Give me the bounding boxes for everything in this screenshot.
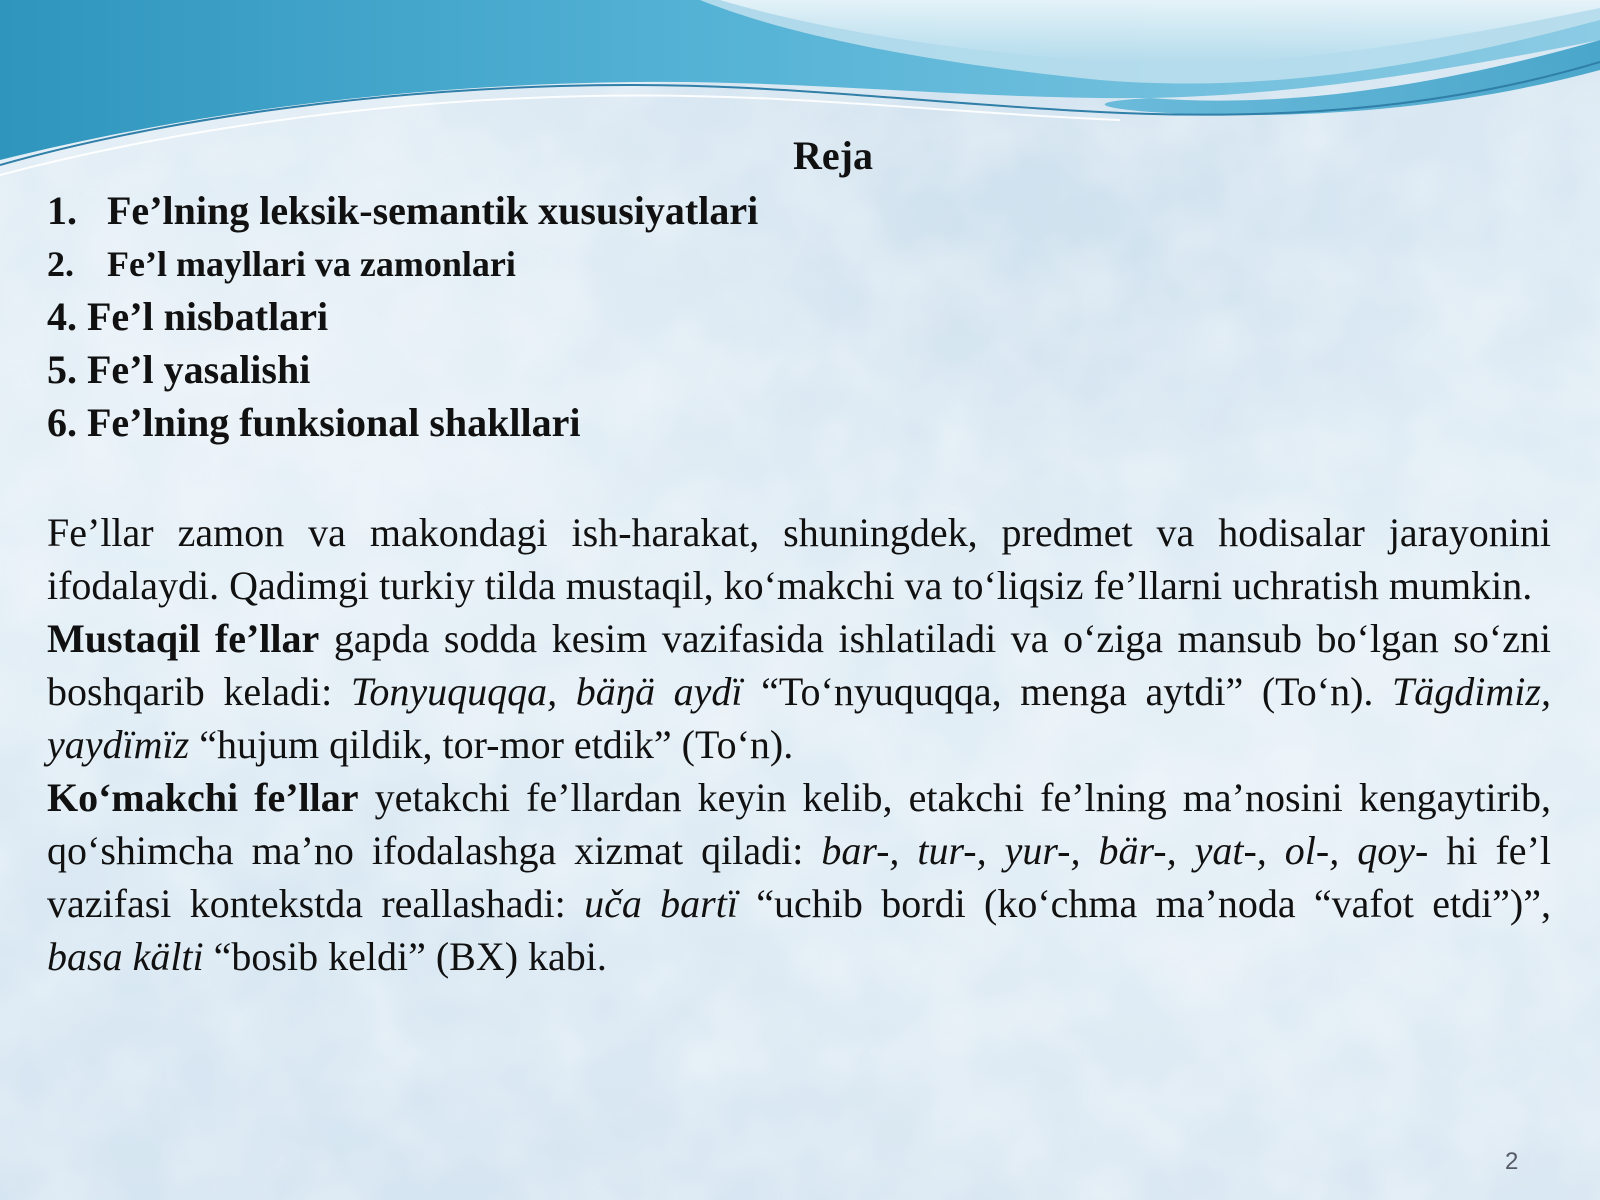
body-text — [47, 506, 1551, 983]
plan-item-number: 6. — [47, 400, 77, 445]
term-auxiliary-verbs: Ko‘makchi fe’llar — [47, 775, 359, 820]
plan-item-number: 2. — [47, 243, 74, 284]
slide-title: Reja — [793, 133, 873, 178]
plan-item — [47, 184, 758, 237]
paragraph-text: “uchib bordi (ko‘chma ma’noda “vafot etdi”)”, — [737, 881, 1552, 926]
paragraph-text: “To‘nyuquqqa, menga aytdi” (To‘n). — [742, 669, 1393, 714]
example-text: Tonyuquqqa, bäŋä aydï — [350, 669, 743, 714]
paragraph-text: gapda sodda kesim vazifasida ishlatiladi va o‘ziga mansub bo‘lgan so‘zni boshqarib keladi: — [47, 616, 1552, 714]
plan-item — [47, 343, 758, 396]
term-independent-verbs: Mustaqil fe’llar — [47, 616, 320, 661]
example-text: uča bartï — [584, 881, 738, 926]
paragraph-text: yetakchi fe’llardan keyin kelib, etakchi fe’lning ma’nosini kengaytirib, qo‘shimcha ma’no ifodalashga xizmat qiladi: — [47, 775, 1551, 873]
plan-item — [47, 290, 758, 343]
paragraph-text: “bosib keldi” (BX) kabi. — [203, 934, 607, 979]
intro-paragraph: Fe’llar zamon va makondagi ish-harakat, shuningdek, predmet va hodisalar jarayonini ifodalaydi. Qadimgi turkiy tilda mustaqil, ko‘makchi va to‘liqsiz fe’llarni uchratish mumkin. — [47, 510, 1551, 608]
example-text: bar-, tur-, yur-, bär-, yat-, ol-, qoy- — [821, 828, 1429, 873]
plan-item-number: 4. — [47, 294, 77, 339]
example-text: basa kälti — [47, 934, 204, 979]
plan-item-number: 5. — [47, 347, 77, 392]
paragraph-text: hi fe’l vazifasi kontekstda reallashadi: — [47, 828, 1551, 926]
example-text: Tägdimiz, yaydïmïz — [47, 669, 1551, 767]
paragraph-text: “hujum qildik, tor-mor etdik” (To‘n). — [189, 722, 794, 767]
independent-verbs-paragraph — [47, 612, 1551, 771]
plan-item-text: Fe’l yasalishi — [87, 347, 311, 392]
plan-item-text: Fe’l nisbatlari — [87, 294, 329, 339]
plan-item-text: Fe’lning leksik-semantik xususiyatlari — [107, 188, 759, 233]
plan-item-text: Fe’l mayllari va zamonlari — [107, 243, 516, 284]
plan-item — [47, 396, 758, 449]
auxiliary-verbs-paragraph — [47, 771, 1551, 983]
plan-item-text: Fe’lning funksional shakllari — [87, 400, 581, 445]
plan-item-number: 1. — [47, 188, 77, 233]
plan-item — [47, 237, 758, 290]
page-number: 2 — [1505, 1148, 1519, 1175]
plan-list — [47, 184, 758, 449]
